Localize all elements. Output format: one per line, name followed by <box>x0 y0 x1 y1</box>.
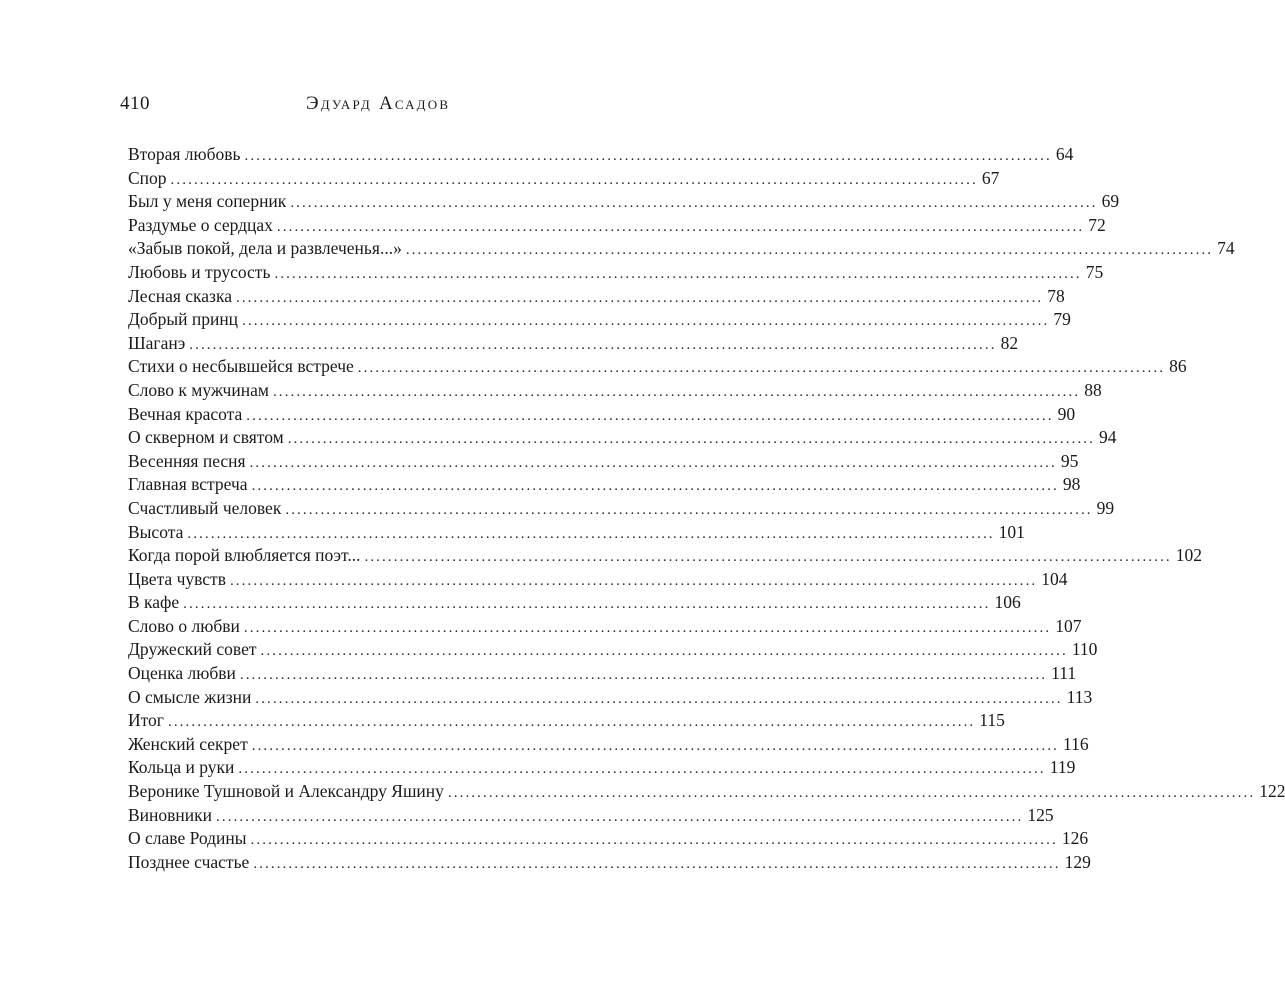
toc-entry-page-number: 111 <box>1051 663 1077 684</box>
toc-entry-title: «Забыв покой, дела и развлеченья...» <box>128 238 402 259</box>
toc-dot-leader: .......................................................................................................................................... <box>246 407 1054 424</box>
toc-entry-title: О смысле жизни <box>128 686 252 707</box>
toc-entry-page-number: 110 <box>1071 639 1098 660</box>
toc-entry-title: О скверном и святом <box>128 427 284 448</box>
toc-entry-page-number: 126 <box>1061 828 1089 849</box>
toc-entry-title: В кафе <box>128 592 180 613</box>
table-of-contents <box>128 143 1285 874</box>
toc-dot-leader: .......................................................................................................................................... <box>244 148 1052 164</box>
toc-entry <box>128 403 1076 427</box>
toc-dot-leader: .......................................................................................................................................... <box>238 761 1046 778</box>
toc-entry <box>128 450 1079 474</box>
toc-entry-title: Лесная сказка <box>128 285 232 306</box>
toc-entry-title: Кольца и руки <box>128 757 235 778</box>
toc-dot-leader: .......................................................................................................................................... <box>250 832 1058 849</box>
toc-entry-page-number: 106 <box>994 592 1021 613</box>
toc-entry-title: Цвета чувств <box>128 568 226 589</box>
toc-entry-page-number: 94 <box>1099 427 1117 448</box>
toc-entry-title: Слово о любви <box>128 615 240 636</box>
toc-dot-leader: .......................................................................................................................................... <box>216 808 1024 825</box>
toc-entry-title: Вечная красота <box>128 403 243 424</box>
toc-entry-page-number: 75 <box>1085 261 1104 282</box>
toc-dot-leader: .......................................................................................................................................... <box>260 643 1068 660</box>
toc-entry-page-number: 86 <box>1169 356 1187 377</box>
toc-entry-page-number: 101 <box>998 521 1025 542</box>
toc-entry-title: Вторая любовь <box>128 144 241 164</box>
toc-entry <box>128 591 1021 615</box>
toc-dot-leader: .......................................................................................................................................... <box>447 785 1256 802</box>
toc-entry <box>128 261 1104 285</box>
toc-entry-page-number: 115 <box>979 710 1005 731</box>
toc-entry-page-number: 104 <box>1041 568 1068 589</box>
toc-entry-page-number: 113 <box>1066 686 1093 707</box>
toc-dot-leader: .......................................................................................................................................... <box>405 242 1214 259</box>
toc-entry-page-number: 74 <box>1217 238 1235 259</box>
toc-entry-title: Раздумье о сердцах <box>128 214 273 235</box>
toc-entry-page-number: 125 <box>1027 804 1054 825</box>
toc-entry-title: Главная встреча <box>128 474 248 495</box>
toc-dot-leader: .......................................................................................................................................... <box>251 737 1060 754</box>
toc-entry <box>128 285 1065 309</box>
running-head-author: Эдуард Асадов <box>306 93 451 114</box>
toc-entry <box>128 568 1068 592</box>
toc-entry <box>128 615 1082 639</box>
toc-entry-title: Любовь и трусость <box>128 261 271 282</box>
toc-dot-leader: .......................................................................................................................................... <box>290 195 1098 212</box>
toc-entry <box>128 143 1074 167</box>
toc-entry <box>128 167 1000 191</box>
toc-entry <box>128 497 1115 521</box>
toc-entry <box>128 851 1091 875</box>
toc-entry-title: Дружеский совет <box>128 639 257 660</box>
toc-entry <box>128 686 1093 710</box>
toc-entry <box>128 780 1285 804</box>
toc-entry-page-number: 107 <box>1055 615 1082 636</box>
toc-dot-leader: .......................................................................................................................................... <box>357 360 1166 377</box>
toc-dot-leader: .......................................................................................................................................... <box>183 596 991 613</box>
toc-entry <box>128 709 1005 733</box>
toc-entry <box>128 237 1235 261</box>
toc-entry-page-number: 129 <box>1064 851 1091 872</box>
toc-dot-leader: .......................................................................................................................................... <box>189 336 997 353</box>
toc-dot-leader: .......................................................................................................................................... <box>285 501 1093 518</box>
toc-dot-leader: .......................................................................................................................................... <box>249 454 1057 471</box>
toc-entry-title: Счастливый человек <box>128 497 282 518</box>
toc-entry-title: Стихи о несбывшейся встрече <box>128 356 354 377</box>
page-number: 410 <box>120 93 150 114</box>
toc-entry-page-number: 88 <box>1084 379 1102 400</box>
toc-entry <box>128 473 1081 497</box>
toc-dot-leader: .......................................................................................................................................... <box>229 572 1038 589</box>
toc-entry <box>128 332 1019 356</box>
toc-entry-title: Шаганэ <box>128 332 186 353</box>
toc-dot-leader: .......................................................................................................................................... <box>242 313 1050 330</box>
toc-entry <box>128 544 1203 568</box>
toc-entry-page-number: 116 <box>1063 733 1089 754</box>
toc-entry-page-number: 78 <box>1047 285 1065 306</box>
toc-entry <box>128 827 1089 851</box>
toc-entry-title: Женский секрет <box>128 733 248 754</box>
toc-entry-title: Спор <box>128 167 167 188</box>
toc-entry <box>128 214 1106 238</box>
toc-dot-leader: .......................................................................................................................................... <box>272 383 1081 400</box>
toc-dot-leader: .......................................................................................................................................... <box>253 855 1061 872</box>
toc-dot-leader: .......................................................................................................................................... <box>287 431 1096 448</box>
toc-entry-page-number: 102 <box>1175 545 1203 566</box>
toc-entry-page-number: 122 <box>1259 781 1285 802</box>
toc-entry-title: Позднее счастье <box>128 851 250 872</box>
toc-entry <box>128 355 1187 379</box>
toc-entry-page-number: 95 <box>1060 450 1079 471</box>
toc-entry <box>128 426 1117 450</box>
toc-entry-title: О славе Родины <box>128 828 247 849</box>
toc-entry-page-number: 82 <box>1000 332 1019 353</box>
toc-dot-leader: .......................................................................................................................................... <box>276 218 1085 235</box>
toc-entry-page-number: 98 <box>1062 474 1081 495</box>
toc-dot-leader: .......................................................................................................................................... <box>243 619 1052 636</box>
toc-entry <box>128 638 1098 662</box>
toc-dot-leader: .......................................................................................................................................... <box>364 549 1172 566</box>
toc-entry-title: Был у меня соперник <box>128 191 287 212</box>
toc-entry-title: Веронике Тушновой и Александру Яшину <box>128 781 444 802</box>
toc-entry-page-number: 69 <box>1101 191 1120 212</box>
toc-entry-title: Итог <box>128 710 164 731</box>
toc-dot-leader: .......................................................................................................................................... <box>255 690 1063 707</box>
toc-entry-page-number: 119 <box>1049 757 1076 778</box>
toc-dot-leader: .......................................................................................................................................... <box>187 525 995 542</box>
toc-entry <box>128 804 1054 828</box>
toc-entry <box>128 521 1025 545</box>
toc-dot-leader: .......................................................................................................................................... <box>167 714 976 731</box>
toc-entry <box>128 733 1089 757</box>
toc-entry <box>128 756 1076 780</box>
toc-entry-page-number: 79 <box>1053 309 1071 330</box>
toc-entry-page-number: 99 <box>1096 497 1115 518</box>
toc-dot-leader: .......................................................................................................................................... <box>239 667 1048 684</box>
toc-dot-leader: .......................................................................................................................................... <box>251 478 1059 495</box>
toc-entry-title: Слово к мужчинам <box>128 379 269 400</box>
toc-entry-title: Оценка любви <box>128 663 236 684</box>
toc-entry <box>128 379 1102 403</box>
toc-entry <box>128 308 1071 332</box>
toc-dot-leader: .......................................................................................................................................... <box>274 265 1082 282</box>
toc-dot-leader: .......................................................................................................................................... <box>235 289 1044 306</box>
toc-entry-title: Весенняя песня <box>128 450 246 471</box>
toc-entry-page-number: 64 <box>1055 144 1074 164</box>
toc-entry-title: Добрый принц <box>128 309 239 330</box>
toc-entry-title: Высота <box>128 521 184 542</box>
toc-entry <box>128 662 1077 686</box>
toc-entry-page-number: 90 <box>1057 403 1076 424</box>
toc-entry-page-number: 67 <box>981 167 1000 188</box>
toc-dot-leader: .......................................................................................................................................... <box>170 171 978 188</box>
toc-entry-title: Когда порой влюбляется поэт... <box>128 545 361 566</box>
toc-entry <box>128 190 1120 214</box>
toc-entry-title: Виновники <box>128 804 213 825</box>
toc-entry-page-number: 72 <box>1088 214 1106 235</box>
